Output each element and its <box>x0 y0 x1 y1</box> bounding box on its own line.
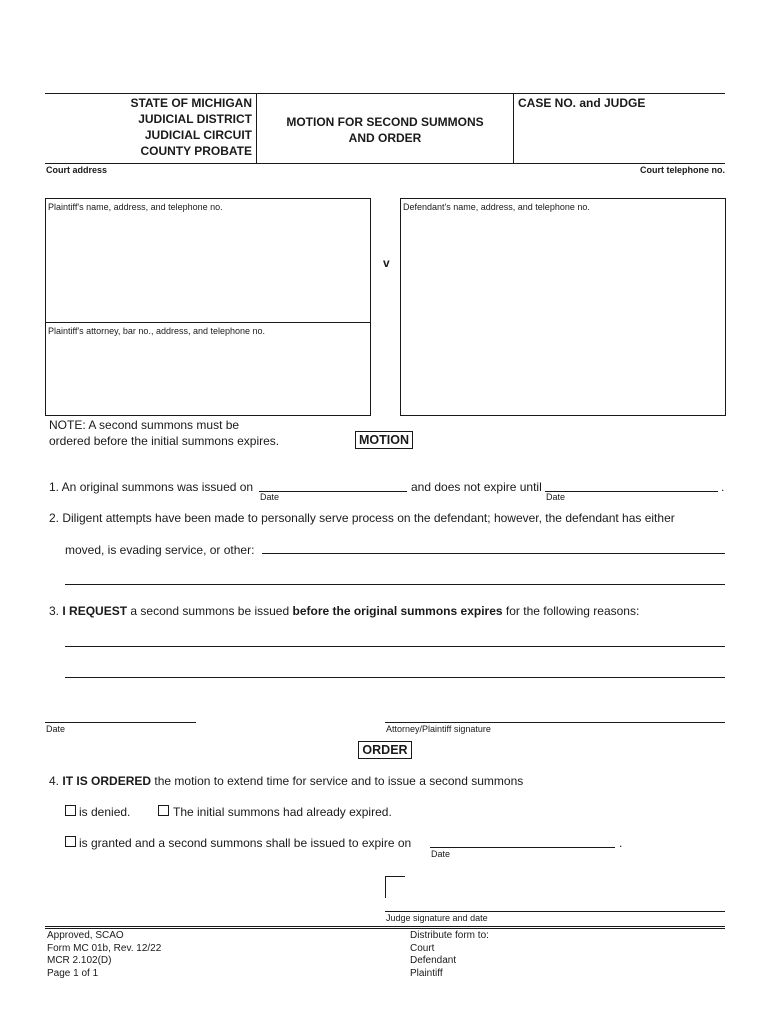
note: NOTE: A second summons must be ordered before the initial summons expires. <box>49 418 280 448</box>
judge-signature-field[interactable] <box>385 911 725 912</box>
versus: v <box>383 256 390 270</box>
distribute-defendant: Defendant <box>410 955 457 966</box>
header-divider-2 <box>513 93 514 163</box>
case-no-label: CASE NO. and JUDGE <box>518 96 646 110</box>
denied-checkbox[interactable] <box>65 805 76 816</box>
attorney-signature-label: Attorney/Plaintiff signature <box>386 724 491 734</box>
granted-end: . <box>619 836 623 850</box>
other-reason-field-2[interactable] <box>65 584 725 585</box>
footer-rule-1 <box>45 926 725 927</box>
distribute-court: Court <box>410 942 435 954</box>
original-summons-date-field[interactable] <box>259 491 407 492</box>
item1-prefix: 1. An original summons was issued on <box>49 480 254 494</box>
plaintiff-label: Plaintiff's name, address, and telephone no. <box>48 202 223 212</box>
motion-date-label: Date <box>46 724 66 734</box>
other-reason-field-1[interactable] <box>262 553 725 554</box>
granted-date-label: Date <box>431 849 451 859</box>
granted-checkbox[interactable] <box>65 836 76 847</box>
court-probate: COUNTY PROBATE <box>140 144 252 158</box>
page-number: Page 1 of 1 <box>47 967 99 979</box>
judge-seal-bracket-horizontal <box>385 876 405 877</box>
plaintiff-attorney-divider <box>45 322 371 323</box>
motion-date-field[interactable] <box>45 722 196 723</box>
footer-rule-2 <box>45 928 725 929</box>
distribute-plaintiff: Plaintiff <box>410 967 443 979</box>
defendant-label: Defendant's name, address, and telephone no. <box>403 202 590 212</box>
court-rule: MCR 2.102(D) <box>47 955 112 966</box>
header-divider-1 <box>256 93 257 163</box>
distribute-heading: Distribute form to: <box>410 930 489 941</box>
expired-label: The initial summons had already expired. <box>173 805 392 819</box>
granted-label: is granted and a second summons shall be issued to expire on <box>79 836 412 850</box>
court-names <box>60 95 252 159</box>
item4: 4. IT IS ORDERED the motion to extend time for service and to issue a second summons <box>49 774 524 788</box>
form-number: Form MC 01b, Rev. 12/22 <box>47 942 162 954</box>
court-district: JUDICIAL DISTRICT <box>138 112 252 126</box>
distribution-list <box>410 930 489 980</box>
item1-middle: and does not expire until <box>411 480 542 494</box>
denied-label: is denied. <box>79 805 131 819</box>
item2-line1: 2. Diligent attempts have been made to personally serve process on the defendant; however, the defendant has either <box>49 511 675 525</box>
item2-line2: moved, is evading service, or other: <box>65 543 255 557</box>
judge-signature-label: Judge signature and date <box>386 913 488 923</box>
item1-date-label-2: Date <box>546 492 566 502</box>
court-state: STATE OF MICHIGAN <box>130 96 252 110</box>
form-info <box>47 930 161 980</box>
item3: 3. I REQUEST a second summons be issued before the original summons expires for the following reasons: <box>49 604 640 618</box>
item1-date-label-1: Date <box>260 492 280 502</box>
plaintiff-box[interactable] <box>45 198 371 416</box>
motion-heading: MOTION <box>355 431 413 449</box>
defendant-box[interactable] <box>400 198 726 416</box>
form-approval: Approved, SCAO <box>47 930 124 941</box>
second-summons-expiration-field[interactable] <box>430 847 615 848</box>
form-title: MOTION FOR SECOND SUMMONS AND ORDER <box>286 115 484 145</box>
expiration-date-field[interactable] <box>545 491 718 492</box>
header-bottom-rule <box>45 163 725 164</box>
expired-checkbox[interactable] <box>158 805 169 816</box>
attorney-label: Plaintiff's attorney, bar no., address, and telephone no. <box>48 326 266 336</box>
header-top-rule <box>45 93 725 94</box>
court-address-label: Court address <box>46 165 108 175</box>
reasons-field-2[interactable] <box>65 677 725 678</box>
reasons-field-1[interactable] <box>65 646 725 647</box>
attorney-signature-field[interactable] <box>385 722 725 723</box>
court-circuit: JUDICIAL CIRCUIT <box>144 128 252 142</box>
item1-end: . <box>721 480 725 494</box>
judge-seal-bracket-vertical <box>385 876 386 898</box>
order-heading: ORDER <box>358 741 412 759</box>
court-phone-label: Court telephone no. <box>640 165 725 175</box>
